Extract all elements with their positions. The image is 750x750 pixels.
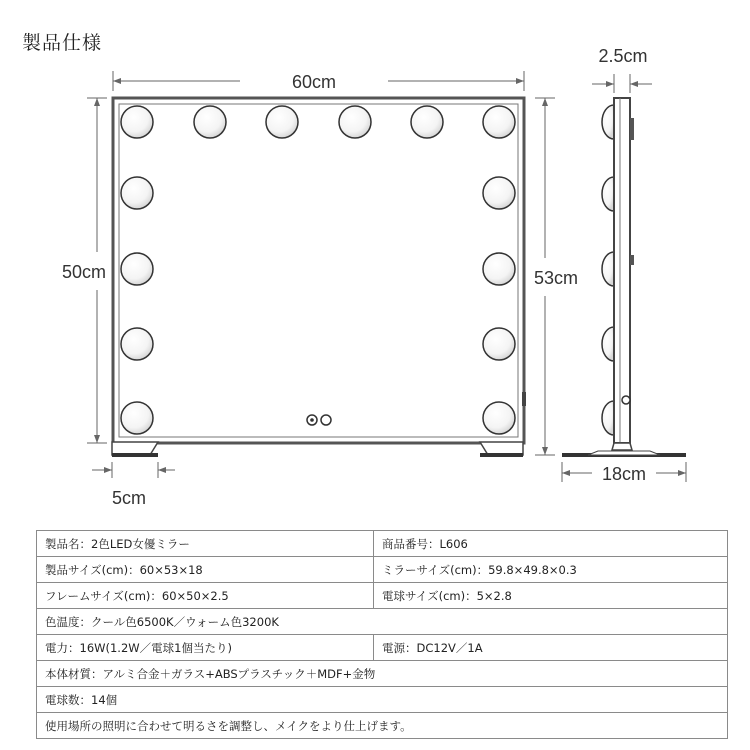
bulb xyxy=(121,177,153,209)
height-total-label: 53cm xyxy=(533,268,579,288)
bulb xyxy=(121,106,153,138)
bulb xyxy=(483,177,515,209)
power-cell: 電力：16W(1.2W／電球1個当たり) xyxy=(37,635,374,661)
depth-dimension-line xyxy=(592,74,652,93)
bulb-size-cell: 電球サイズ(cm)：5×2.8 xyxy=(374,583,728,609)
spec-table xyxy=(36,530,728,739)
frame-size-cell: フレームサイズ(cm)：60×50×2.5 xyxy=(37,583,374,609)
bulb xyxy=(483,402,515,434)
bulb xyxy=(411,106,443,138)
table-row xyxy=(37,635,728,661)
bulb xyxy=(339,106,371,138)
depth-label: 2.5cm xyxy=(598,46,648,66)
base-width-dimension-line xyxy=(92,462,175,478)
table-row xyxy=(37,661,728,687)
material-cell: 本体材質：アルミ合金＋ガラス+ABSプラスチック＋MDF+金物 xyxy=(37,661,728,687)
table-row xyxy=(37,583,728,609)
bulb xyxy=(121,402,153,434)
table-row xyxy=(37,531,728,557)
mirror-frame xyxy=(113,98,524,443)
base-depth-label: 18cm xyxy=(601,464,647,484)
dimmer-button-icon xyxy=(321,415,331,425)
bulb xyxy=(483,328,515,360)
color-temp-cell: 色温度：クール色6500K／ウォーム色3200K xyxy=(37,609,728,635)
width-label: 60cm xyxy=(291,72,337,92)
mirror-size-cell: ミラーサイズ(cm)：59.8×49.8×0.3 xyxy=(374,557,728,583)
product-name-cell: 製品名：2色LED女優ミラー xyxy=(37,531,374,557)
table-row xyxy=(37,687,728,713)
base-width-label: 5cm xyxy=(111,488,147,508)
table-row xyxy=(37,557,728,583)
side-frame xyxy=(614,98,630,443)
table-row xyxy=(37,713,728,739)
bulb xyxy=(121,253,153,285)
side-bulbs xyxy=(602,105,614,435)
bulb xyxy=(483,106,515,138)
side-view xyxy=(562,98,686,455)
bulb xyxy=(483,253,515,285)
table-row xyxy=(37,609,728,635)
front-view xyxy=(112,98,526,455)
bulb-count-cell: 電球数：14個 xyxy=(37,687,728,713)
product-number-cell: 商品番号：L606 xyxy=(374,531,728,557)
page-title: 製品仕様 xyxy=(22,32,103,54)
usage-cell: 使用場所の照明に合わせて明るさを調整し、メイクをより仕上げます。 xyxy=(37,713,728,739)
bulb xyxy=(194,106,226,138)
bulb xyxy=(266,106,298,138)
product-size-cell: 製品サイズ(cm)：60×53×18 xyxy=(37,557,374,583)
height-front-label: 50cm xyxy=(61,262,107,282)
power-source-cell: 電源：DC12V／1A xyxy=(374,635,728,661)
bulb xyxy=(121,328,153,360)
